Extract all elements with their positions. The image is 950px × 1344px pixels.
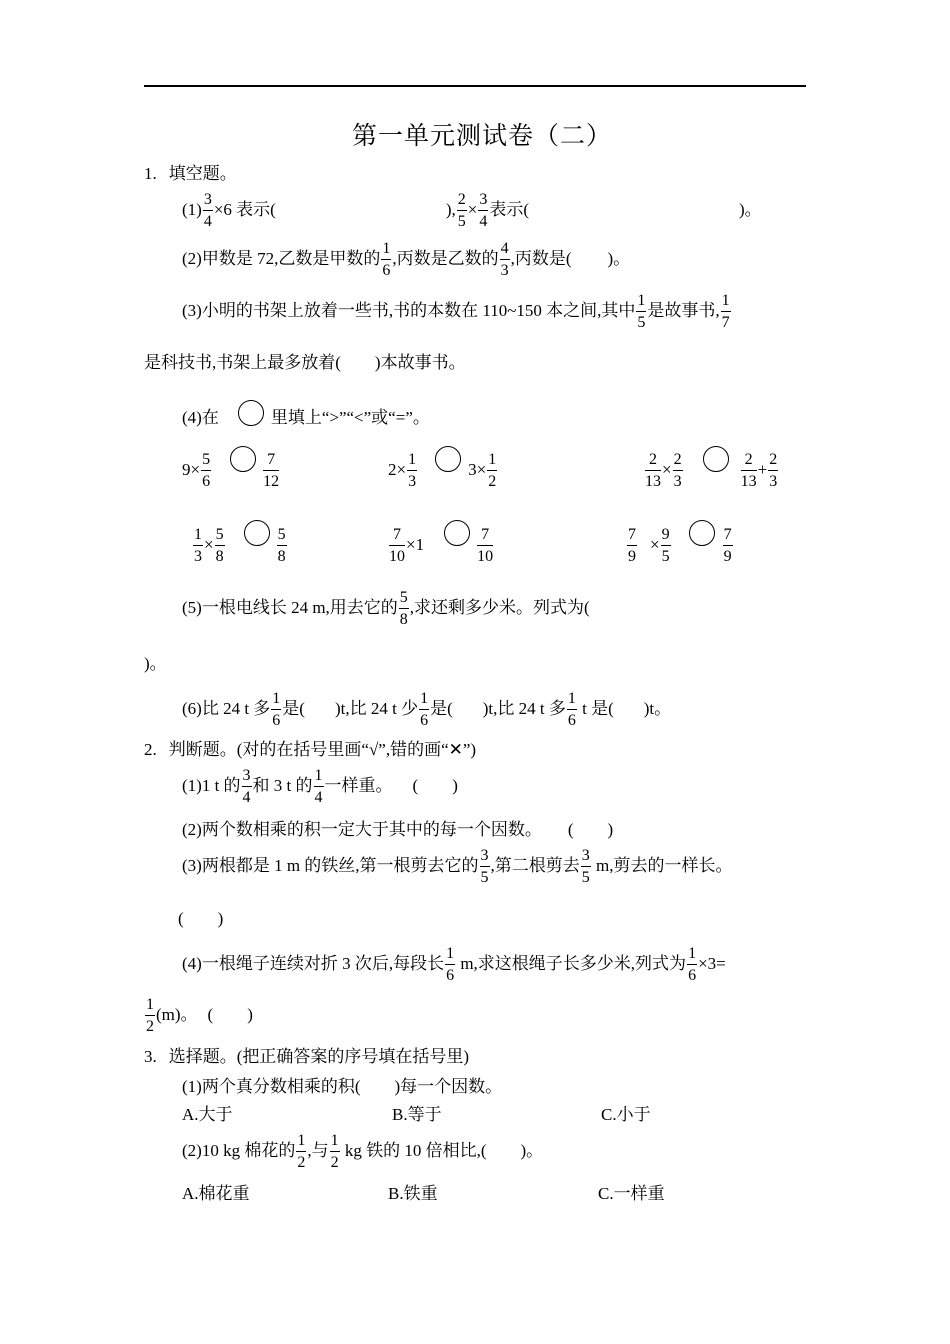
compare-row-1-a: 9× $\frac{5}{6}$ $\frac{7}{12}$: [182, 451, 280, 490]
question-2-1: (1)1 t 的 $\frac{3}{4}$ 和 3 t 的 $\frac{1}{4}$ 一样重。 ( ): [182, 767, 458, 806]
fraction: $\frac{1}{5}$: [637, 292, 646, 331]
fraction: $\frac{1}{6}$: [382, 240, 391, 279]
section-number: 1.: [144, 164, 157, 183]
compare-row-2-a: $\frac{1}{3}$ × $\frac{5}{8}$ $\frac{5}{8}$: [194, 526, 286, 565]
question-3-1: (1)两个真分数相乘的积( )每一个因数。: [182, 1077, 503, 1096]
section-2-heading: 2. 判断题。(对的在括号里画“√”,错的画“✕”): [144, 740, 477, 759]
fraction: $\frac{5}{8}$: [399, 589, 408, 628]
question-2-4-line2: $\frac{1}{2}$ (m)。 ( ): [146, 996, 253, 1035]
fraction: $\frac{2}{5}$: [457, 191, 466, 230]
answer-paren[interactable]: ( ): [207, 1004, 253, 1024]
answer-paren[interactable]: ( ): [567, 820, 614, 839]
compare-circle[interactable]: [689, 520, 715, 546]
compare-row-1-b: 2× $\frac{1}{3}$ 3× $\frac{1}{2}$: [388, 451, 497, 490]
option-c[interactable]: C.小于: [601, 1105, 651, 1124]
fraction: $\frac{3}{4}$: [479, 191, 488, 230]
option-c[interactable]: C.一样重: [598, 1184, 665, 1203]
fraction: $\frac{3}{4}$: [203, 191, 212, 230]
compare-circle[interactable]: [238, 400, 264, 426]
question-1-5-line2: )。: [144, 654, 167, 673]
question-2-3: (3)两根都是 1 m 的铁丝,第一根剪去它的 $\frac{3}{5}$ ,第二根剪去 $\frac{3}{5}$ m,剪去的一样长。: [182, 847, 733, 886]
compare-row-1-c: $\frac{2}{13}$ × $\frac{2}{3}$ $\frac{2}{13}$ + $\frac{2}{3}$: [645, 451, 778, 490]
page-title: 第一单元测试卷（二）: [352, 123, 613, 150]
fraction: $\frac{1}{7}$: [721, 292, 730, 331]
compare-circle[interactable]: [435, 446, 461, 472]
compare-circle[interactable]: [444, 520, 470, 546]
compare-circle[interactable]: [244, 520, 270, 546]
section-title: 填空题。: [168, 164, 237, 183]
option-b[interactable]: B.铁重: [388, 1184, 438, 1203]
section-3-heading: 3. 选择题。(把正确答案的序号填在括号里): [144, 1047, 470, 1066]
compare-row-2-b: $\frac{7}{10}$ ×1 $\frac{7}{10}$: [389, 526, 494, 565]
question-1-4: (4)在 里填上“>”“<”或“=”。: [182, 408, 430, 427]
compare-row-2-c: $\frac{7}{9}$ × $\frac{9}{5}$ $\frac{7}{9}$: [628, 526, 732, 565]
answer-paren[interactable]: ( ): [178, 909, 224, 928]
option-b[interactable]: B.等于: [392, 1105, 442, 1124]
fraction: $\frac{4}{3}$: [500, 240, 509, 279]
answer-paren[interactable]: ( ): [412, 775, 458, 795]
question-1-6: (6)比 24 t 多 $\frac{1}{6}$ 是( )t,比 24 t 少 $\frac{1}{6}$ 是( )t,比 24 t 多 $\frac{1}{6}$ t 是( )t。: [182, 690, 672, 729]
question-2-2: (2)两个数相乘的积一定大于其中的每一个因数。 ( ): [182, 820, 614, 839]
compare-circle[interactable]: [230, 446, 256, 472]
compare-circle[interactable]: [703, 446, 729, 472]
section-1-heading: [144, 165, 237, 182]
question-3-2: (2)10 kg 棉花的 $\frac{1}{2}$ ,与 $\frac{1}{2}$ kg 铁的 10 倍相比,( )。: [182, 1132, 544, 1171]
option-a[interactable]: A.大于: [182, 1105, 233, 1124]
option-a[interactable]: A.棉花重: [182, 1184, 250, 1203]
question-1-2: (2)甲数是 72,乙数是甲数的 $\frac{1}{6}$ ,丙数是乙数的 $\frac{4}{3}$ ,丙数是( )。: [182, 240, 631, 279]
question-1-1: (1) $\frac{3}{4}$ ×6 表示( ), $\frac{2}{5}$ × $\frac{3}{4}$ 表示( )。: [182, 191, 762, 230]
question-1-3-line2: 是科技书,书架上最多放着( )本故事书。: [144, 353, 466, 372]
question-2-4: (4)一根绳子连续对折 3 次后,每段长 $\frac{1}{6}$ m,求这根绳子长多少米,列式为 $\frac{1}{6}$ ×3=: [182, 945, 726, 984]
header-rule: [144, 85, 806, 87]
question-1-3: (3)小明的书架上放着一些书,书的本数在 110~150 本之间,其中 $\frac{1}{5}$ 是故事书, $\frac{1}{7}$: [182, 292, 730, 331]
question-1-5: (5)一根电线长 24 m,用去它的 $\frac{5}{8}$ ,求还剩多少米。列式为(: [182, 589, 590, 628]
